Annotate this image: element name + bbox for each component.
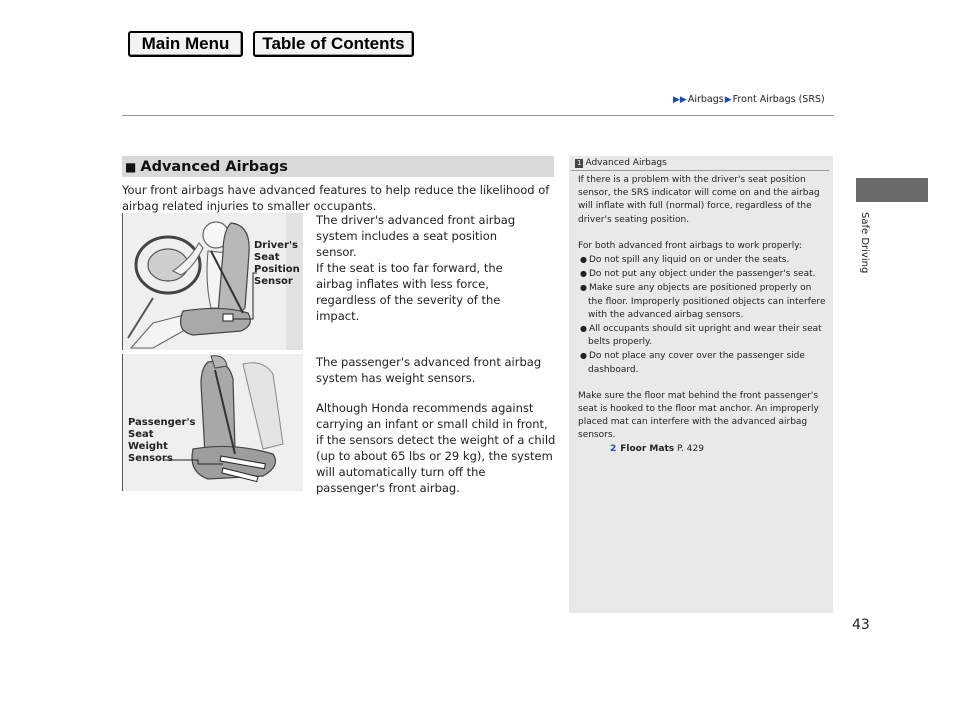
- note-title: [575, 158, 667, 168]
- floor-mats-page: P. 429: [677, 443, 704, 454]
- chapter-label: Safe Driving: [859, 212, 870, 274]
- note-paragraph-3: Make sure the floor mat behind the front passenger's seat is hooked to the floor mat anchor. An improperly placed mat can interfere with the advanced airbag sensors.: [578, 390, 819, 441]
- section-heading: [122, 156, 554, 177]
- note-title-text: Advanced Airbags: [585, 158, 667, 168]
- list-item: ● Do not place any cover over the passenger side dashboard.: [578, 349, 828, 376]
- square-bullet-icon: ■: [125, 159, 137, 174]
- list-item: ● All occupants should sit upright and wear their seat belts properly.: [578, 322, 828, 349]
- cross-reference-icon: 2: [610, 443, 617, 454]
- list-item: ● Do not put any object under the passenger's seat.: [578, 267, 828, 281]
- floor-mats-reference[interactable]: [610, 443, 828, 456]
- section-title: Advanced Airbags: [140, 158, 288, 175]
- table-of-contents-button[interactable]: Table of Contents: [253, 31, 414, 57]
- list-item: ● Do not spill any liquid on or under the seats.: [578, 253, 828, 267]
- breadcrumb-arrow-icon: ▶: [724, 94, 732, 105]
- passenger-paragraph-1: The passenger's advanced front airbag system has weight sensors.: [316, 355, 542, 385]
- passenger-seat-sensor-label: Passenger's Seat Weight Sensors: [128, 417, 196, 464]
- note-paragraph-2: For both advanced front airbags to work properly:: [578, 240, 802, 251]
- floor-mats-link[interactable]: Floor Mats: [620, 443, 675, 454]
- breadcrumb-arrow-icon: ▶▶: [673, 94, 687, 105]
- list-item: ● Make sure any objects are positioned properly on the floor. Improperly positioned objects can interfere with the advanced airbag sensors.: [578, 281, 828, 322]
- breadcrumb: [673, 94, 825, 105]
- note-number-icon: 1: [577, 158, 582, 167]
- note-body: [578, 174, 828, 456]
- note-bullet-list: [578, 253, 828, 377]
- driver-paragraph-1: The driver's advanced front airbag system includes a seat position sensor.: [316, 213, 516, 259]
- passenger-paragraph-2: Although Honda recommends against carrying an infant or small child in front, if the sensors detect the weight of a child (up to about 65 lbs or 29 kg), the system will automatically turn off the passenger's front airbag.: [316, 401, 556, 495]
- breadcrumb-item: Airbags: [687, 94, 724, 105]
- note-panel: [569, 156, 833, 613]
- page-number: 43: [852, 617, 870, 633]
- chapter-tab: [856, 178, 928, 202]
- note-paragraph-1: If there is a problem with the driver's seat position sensor, the SRS indicator will come on and the airbag will inflate with full (normal) force, regardless of the driver's seating position.: [578, 175, 820, 225]
- driver-paragraph-2: If the seat is too far forward, the airbag inflates with less force, regardless of the severity of the impact.: [316, 261, 503, 323]
- main-menu-button[interactable]: Main Menu: [128, 31, 243, 57]
- header-divider: [122, 115, 834, 116]
- intro-text: Your front airbags have advanced features to help reduce the likelihood of airbag related injuries to smaller occupants.: [122, 183, 550, 213]
- driver-seat-sensor-label: Driver's Seat Position Sensor: [254, 240, 300, 287]
- note-divider: [571, 170, 829, 171]
- breadcrumb-item: Front Airbags (SRS): [732, 94, 825, 105]
